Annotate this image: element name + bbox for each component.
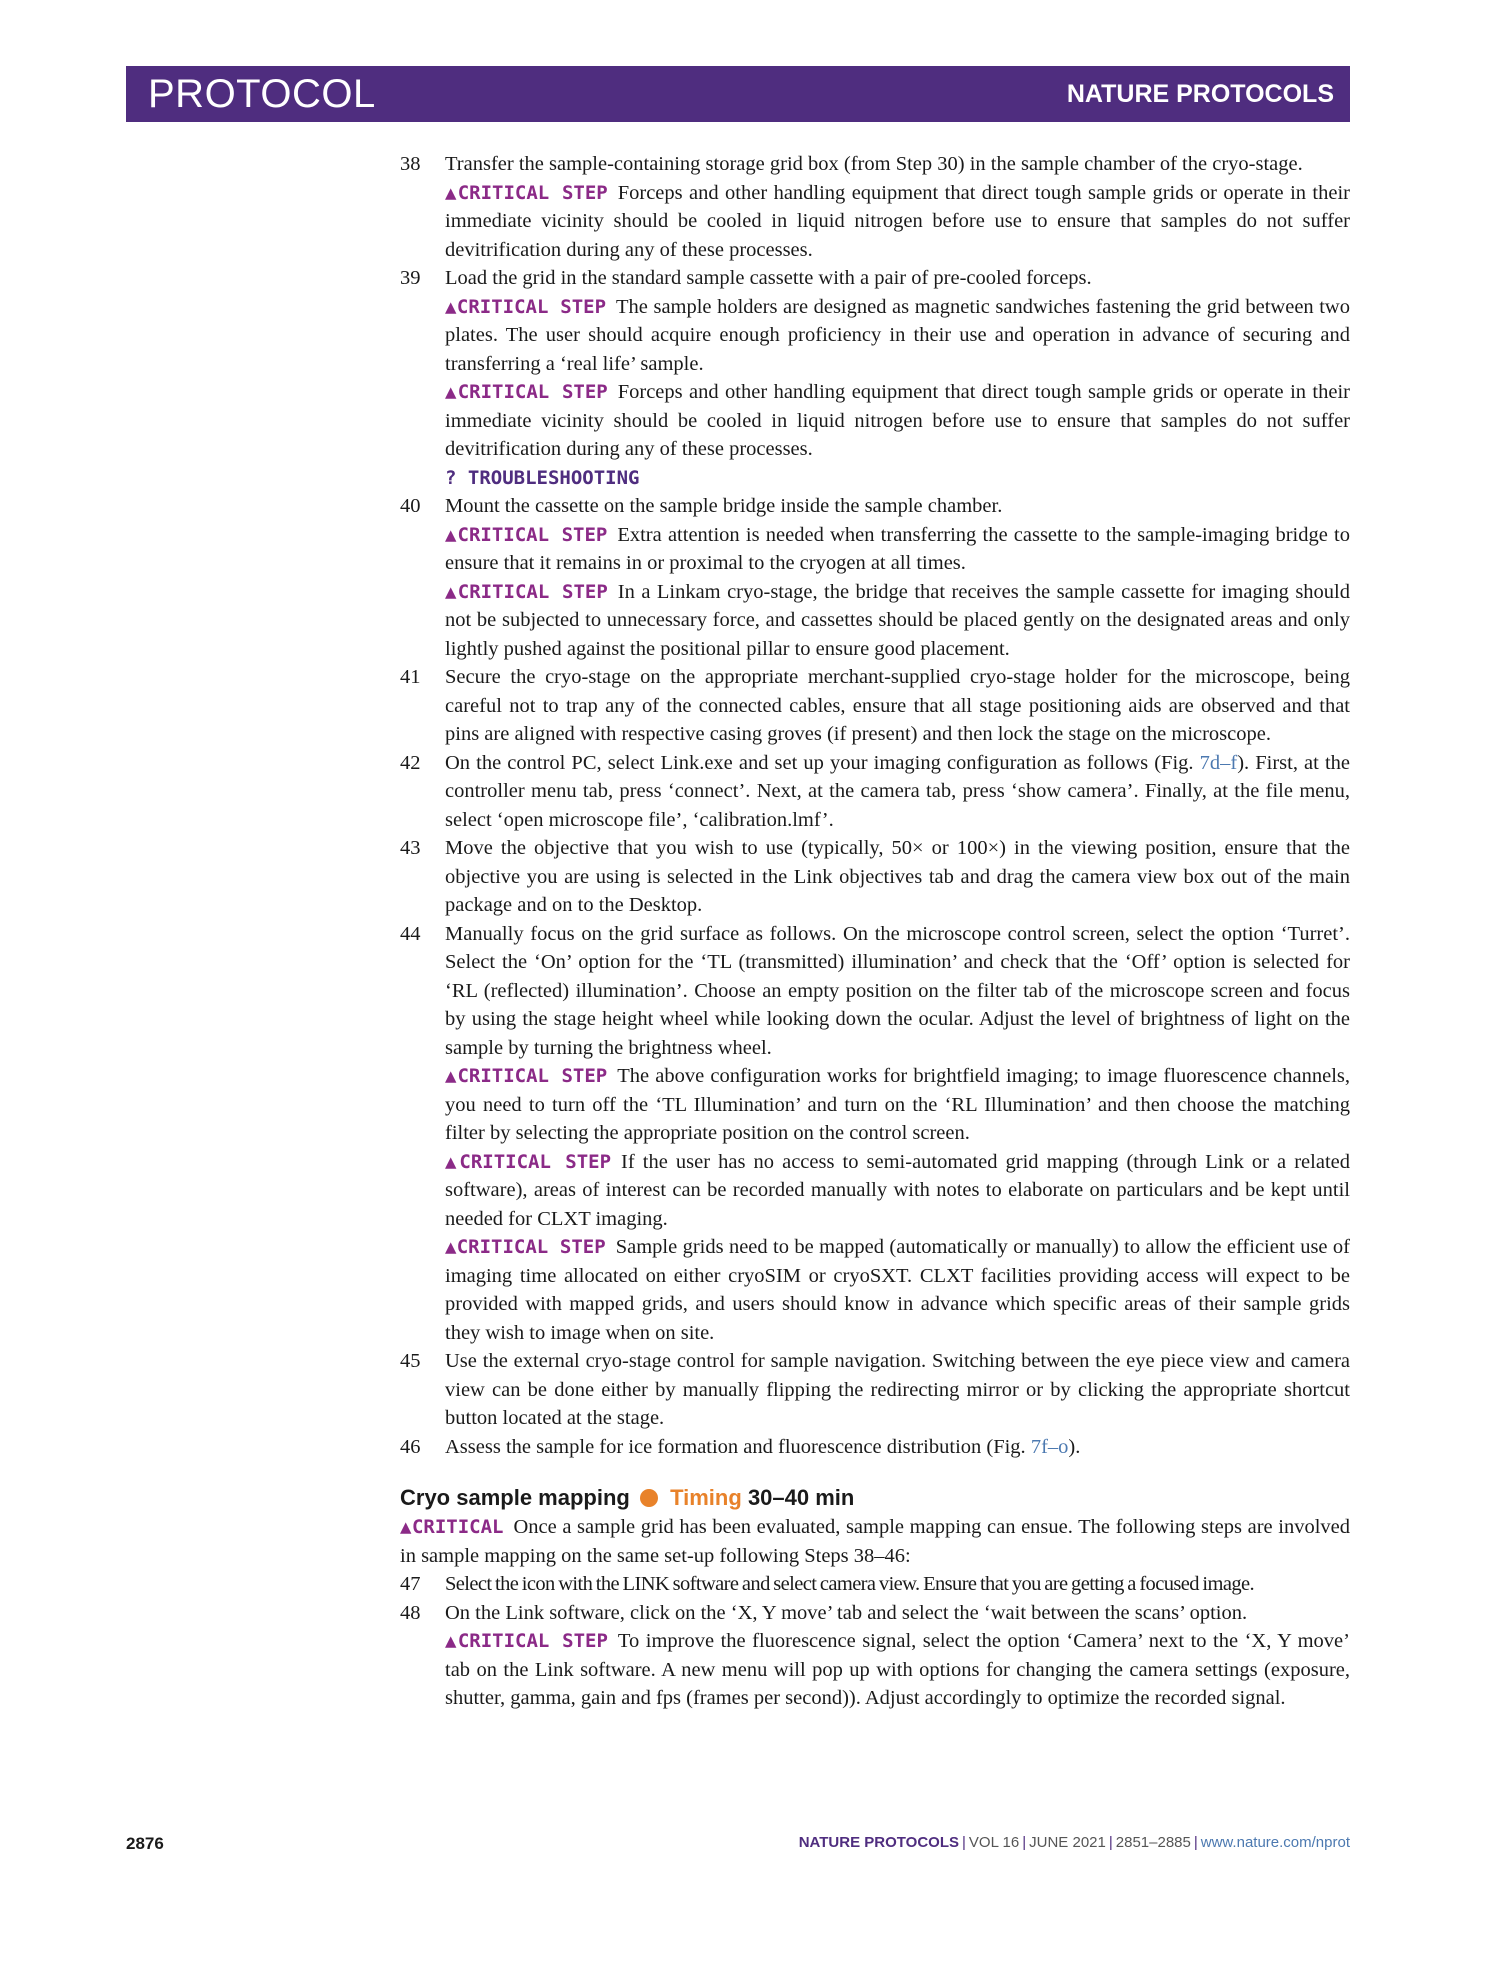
- step-text: Move the objective that you wish to use (typically, 50× or 100×) in the viewing position, ensure that the objective you are using is selected in the Link objectives tab and drag the camera view box out of the main package and on to the Desktop.: [445, 837, 1350, 916]
- step-43: [400, 834, 1350, 920]
- critical-step-note: [445, 521, 1350, 578]
- step-text: [445, 749, 1350, 835]
- step-45: [400, 1347, 1350, 1433]
- critical-step-label: ▲CRITICAL STEP: [445, 1236, 606, 1258]
- step-39: [400, 264, 1350, 492]
- critical-text: Once a sample grid has been evaluated, sample mapping can ensue. The following steps are involved in sample mapping on the same set-up following Steps 38–46:: [400, 1516, 1350, 1567]
- critical-step-label: ▲CRITICAL STEP: [445, 580, 608, 603]
- step-number: 40: [400, 495, 421, 517]
- step-number: 41: [400, 666, 421, 688]
- step-47: [400, 1570, 1350, 1599]
- footer-volume: VOL 16: [968, 1834, 1020, 1851]
- critical-step-label: ▲CRITICAL STEP: [445, 181, 608, 204]
- critical-step-label: ▲CRITICAL STEP: [445, 295, 607, 318]
- figure-link[interactable]: 7d–f: [1199, 751, 1238, 774]
- critical-note: [400, 1513, 1350, 1570]
- critical-step-text: The above configuration works for brightfield imaging; to image fluorescence channels, you need to turn off the ‘TL Illumination’ and turn on the ‘RL Illumination’ and then choose the matching filter by selecting the appropriate position on the control screen.: [445, 1065, 1350, 1144]
- critical-step-text: Extra attention is needed when transferring the cassette to the sample-imaging bridge to ensure that it remains in or proximal to the cryogen at all times.: [445, 523, 1350, 574]
- step-text-a: Assess the sample for ice formation and fluorescence distribution (Fig.: [445, 1435, 1031, 1458]
- critical-step-label: ▲CRITICAL STEP: [445, 1630, 608, 1652]
- step-44: [400, 920, 1350, 1348]
- separator: |: [962, 1834, 966, 1851]
- header-banner: [126, 66, 1350, 122]
- separator: |: [1022, 1834, 1027, 1851]
- critical-step-label: ▲CRITICAL STEP: [445, 381, 608, 403]
- step-text: Manually focus on the grid surface as follows. On the microscope control screen, select the option ‘Turret’. Select the ‘On’ option for the ‘TL (transmitted) illumination’ and check that the ‘Off’ option is selected for ‘RL (reflected) illumination’. Choose an empty position on the filter tab of the microscope screen and focus by using the stage height wheel while looking down the ocular. Adjust the level of brightness of light on the sample by turning the brightness wheel.: [445, 922, 1350, 1059]
- section-title: Cryo sample mapping: [400, 1485, 630, 1510]
- step-text-b: ). First, at the controller menu tab, press ‘connect’. Next, at the camera tab, press ‘show camera’. Finally, at the file menu, select ‘open microscope file’, ‘calibration.lmf’.: [445, 751, 1350, 831]
- critical-step-label: ▲CRITICAL STEP: [445, 523, 608, 546]
- footer-pages: 2851–2885: [1115, 1834, 1191, 1851]
- critical-step-text: If the user has no access to semi-automated grid mapping (through Link or a related software), areas of interest can be recorded manually with notes to elaborate on particulars and be kept until needed for CLXT imaging.: [445, 1150, 1350, 1230]
- critical-step-note: [445, 1233, 1350, 1347]
- step-text: Load the grid in the standard sample cassette with a pair of pre-cooled forceps.: [445, 267, 1092, 289]
- critical-step-label: ▲CRITICAL STEP: [445, 1065, 608, 1087]
- step-number: 48: [400, 1601, 421, 1624]
- critical-step-text: The sample holders are designed as magnetic sandwiches fastening the grid between two plates. The user should acquire enough proficiency in their use and operation in advance of securing and transferring a ‘real life’ sample.: [445, 295, 1350, 375]
- timing-dot-icon: [640, 1489, 658, 1507]
- page-number: 2876: [126, 1834, 164, 1853]
- step-text: [445, 1433, 1350, 1462]
- critical-step-text: In a Linkam cryo-stage, the bridge that receives the sample cassette for imaging should not be subjected to unnecessary force, and cassettes should be placed gently on the designated areas and only lightly pushed against the positional pillar to ensure good placement.: [445, 580, 1350, 660]
- critical-step-note: [445, 1627, 1350, 1713]
- separator: |: [1193, 1834, 1198, 1851]
- step-number: 39: [400, 267, 421, 289]
- critical-label: ▲CRITICAL: [400, 1516, 504, 1538]
- step-number: 47: [400, 1573, 421, 1595]
- step-text-a: On the control PC, select Link.exe and set up your imaging configuration as follows (Fig.: [445, 751, 1200, 774]
- step-42: [400, 749, 1350, 835]
- footer-url-link[interactable]: www.nature.com/nprot: [1200, 1834, 1350, 1851]
- step-text: Mount the cassette on the sample bridge inside the sample chamber.: [445, 495, 1003, 517]
- critical-step-label: ▲CRITICAL STEP: [445, 1150, 612, 1173]
- critical-step-text: Sample grids need to be mapped (automatically or manually) to allow the efficient use of imaging time allocated on either cryoSIM or cryoSXT. CLXT facilities providing access will expect to be provided with mapped grids, and users should know in advance which specific areas of their sample grids they wish to image when on site.: [445, 1236, 1350, 1344]
- step-41: [400, 663, 1350, 749]
- critical-step-note: [445, 293, 1350, 379]
- step-number: 42: [400, 751, 421, 774]
- figure-link[interactable]: 7f–o: [1030, 1435, 1069, 1458]
- journal-name: NATURE PROTOCOLS: [1066, 79, 1334, 108]
- step-40: [400, 492, 1350, 663]
- critical-step-note: [445, 179, 1350, 265]
- timing-value: 30–40 min: [747, 1485, 855, 1510]
- step-text-b: ).: [1068, 1435, 1081, 1458]
- step-number: 46: [400, 1435, 421, 1458]
- footer-journal: NATURE PROTOCOLS: [798, 1834, 960, 1851]
- troubleshooting-link[interactable]: ? TROUBLESHOOTING: [445, 466, 640, 489]
- step-number: 38: [400, 153, 421, 175]
- step-text: On the Link software, click on the ‘X, Y move’ tab and select the ‘wait between the scans’ option.: [445, 1601, 1248, 1624]
- critical-step-text: Forceps and other handling equipment that direct tough sample grids or operate in their immediate vicinity should be cooled in liquid nitrogen before use to ensure that samples do not suffer devitrification during any of these processes.: [445, 181, 1350, 261]
- critical-step-note: [445, 378, 1350, 464]
- section-heading: [400, 1483, 1350, 1513]
- step-46: [400, 1433, 1350, 1462]
- timing-label: Timing: [670, 1485, 742, 1510]
- critical-step-note: [445, 1062, 1350, 1148]
- critical-step-text: To improve the fluorescence signal, select the option ‘Camera’ next to the ‘X, Y move’ tab on the Link software. A new menu will pop up with options for changing the camera settings (exposure, shutter, gamma, gain and fps (frames per second)). Adjust accordingly to optimize the recorded signal.: [445, 1630, 1350, 1709]
- critical-step-note: [445, 578, 1350, 664]
- footer-date: JUNE 2021: [1029, 1834, 1106, 1851]
- section-type-label: PROTOCOL: [148, 71, 376, 116]
- step-38: [400, 150, 1350, 264]
- step-text: Select the icon with the LINK software and select camera view. Ensure that you are getting a focused image.: [445, 1573, 1255, 1595]
- critical-step-note: [445, 1148, 1350, 1234]
- step-text: Transfer the sample-containing storage grid box (from Step 30) in the sample chamber of the cryo-stage.: [445, 153, 1303, 175]
- step-number: 43: [400, 837, 421, 859]
- step-number: 44: [400, 922, 421, 945]
- step-text: Secure the cryo-stage on the appropriate merchant-supplied cryo-stage holder for the microscope, being careful not to trap any of the connected cables, ensure that all stage positioning aids are observed and that pins are aligned with respective casing groves (if present) and then lock the stage on the microscope.: [445, 666, 1350, 745]
- separator: |: [1108, 1834, 1113, 1851]
- main-content: [400, 150, 1350, 1713]
- footer-citation: [799, 1834, 1350, 1851]
- critical-step-text: Forceps and other handling equipment that direct tough sample grids or operate in their immediate vicinity should be cooled in liquid nitrogen before use to ensure that samples do not suffer devitrification during any of these processes.: [445, 381, 1350, 460]
- step-text: Use the external cryo-stage control for sample navigation. Switching between the eye piece view and camera view can be done either by manually flipping the redirecting mirror or by clicking the appropriate shortcut button located at the stage.: [445, 1350, 1350, 1429]
- step-number: 45: [400, 1350, 421, 1372]
- step-48: [400, 1599, 1350, 1713]
